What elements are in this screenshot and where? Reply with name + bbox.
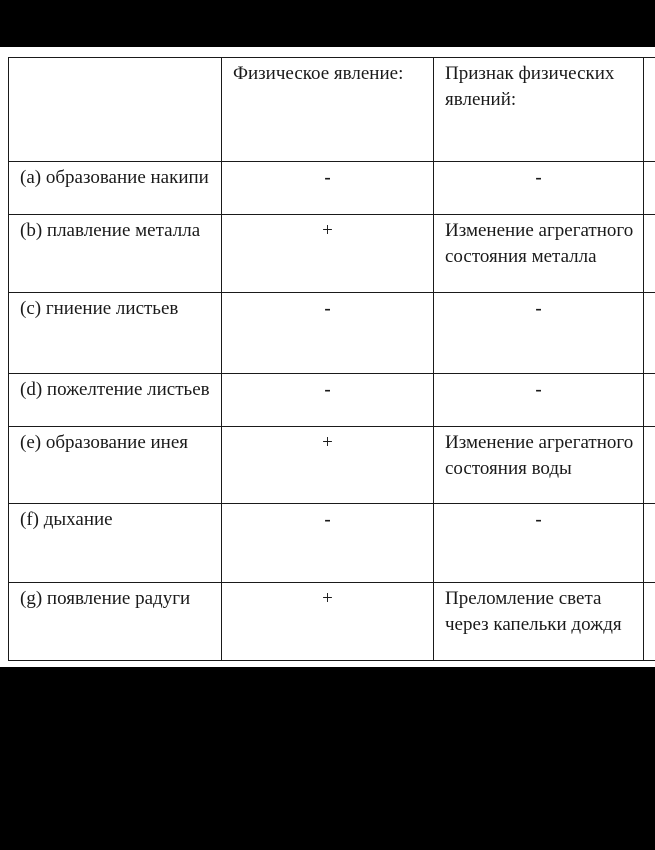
table-row bbox=[9, 504, 655, 583]
physical-mark: - bbox=[324, 167, 331, 188]
extra-cell bbox=[644, 427, 655, 504]
physical-mark-cell bbox=[222, 215, 434, 293]
extra-cell bbox=[644, 293, 655, 374]
phenomena-table bbox=[8, 57, 655, 661]
physical-mark-cell bbox=[222, 293, 434, 374]
sign-cell: Изменение агрегатного состояния металла bbox=[434, 215, 644, 293]
sign-cell bbox=[434, 504, 644, 583]
physical-mark-cell bbox=[222, 504, 434, 583]
physical-mark: - bbox=[324, 379, 331, 400]
header-cell-phenomenon bbox=[9, 58, 222, 162]
table-row bbox=[9, 427, 655, 504]
physical-mark-cell bbox=[222, 427, 434, 504]
physical-mark: - bbox=[324, 509, 331, 530]
table-row bbox=[9, 162, 655, 215]
table-row bbox=[9, 374, 655, 427]
phenomenon-cell: (d) пожелтение листьев bbox=[9, 374, 222, 427]
header-cell-sign: Признак физических явлений: bbox=[434, 58, 644, 162]
table-row bbox=[9, 215, 655, 293]
extra-cell bbox=[644, 374, 655, 427]
header-cell-extra bbox=[644, 58, 655, 162]
sign-cell bbox=[434, 374, 644, 427]
phenomenon-cell: (e) образование инея bbox=[9, 427, 222, 504]
physical-mark: + bbox=[322, 220, 333, 241]
extra-cell bbox=[644, 162, 655, 215]
extra-cell bbox=[644, 504, 655, 583]
physical-mark-cell bbox=[222, 583, 434, 661]
phenomenon-cell: (b) плавление металла bbox=[9, 215, 222, 293]
header-cell-physical: Физическое явление: bbox=[222, 58, 434, 162]
phenomenon-cell: (f) дыхание bbox=[9, 504, 222, 583]
header-row bbox=[9, 58, 655, 162]
table-row bbox=[9, 583, 655, 661]
physical-mark: - bbox=[324, 298, 331, 319]
sign-text: - bbox=[535, 167, 542, 188]
phenomenon-cell: (g) появление радуги bbox=[9, 583, 222, 661]
sign-cell bbox=[434, 162, 644, 215]
extra-cell bbox=[644, 215, 655, 293]
sign-cell bbox=[434, 293, 644, 374]
physical-mark: + bbox=[322, 588, 333, 609]
physical-mark-cell bbox=[222, 374, 434, 427]
sign-text: - bbox=[535, 379, 542, 400]
sign-text: - bbox=[535, 298, 542, 319]
phenomenon-cell: (a) образование накипи bbox=[9, 162, 222, 215]
extra-cell bbox=[644, 583, 655, 661]
physical-mark-cell bbox=[222, 162, 434, 215]
sign-cell: Изменение агрегатного состояния воды bbox=[434, 427, 644, 504]
phenomenon-cell: (c) гниение листьев bbox=[9, 293, 222, 374]
physical-mark: + bbox=[322, 432, 333, 453]
sign-cell: Преломление света через капельки дождя bbox=[434, 583, 644, 661]
table-row bbox=[9, 293, 655, 374]
sign-text: - bbox=[535, 509, 542, 530]
